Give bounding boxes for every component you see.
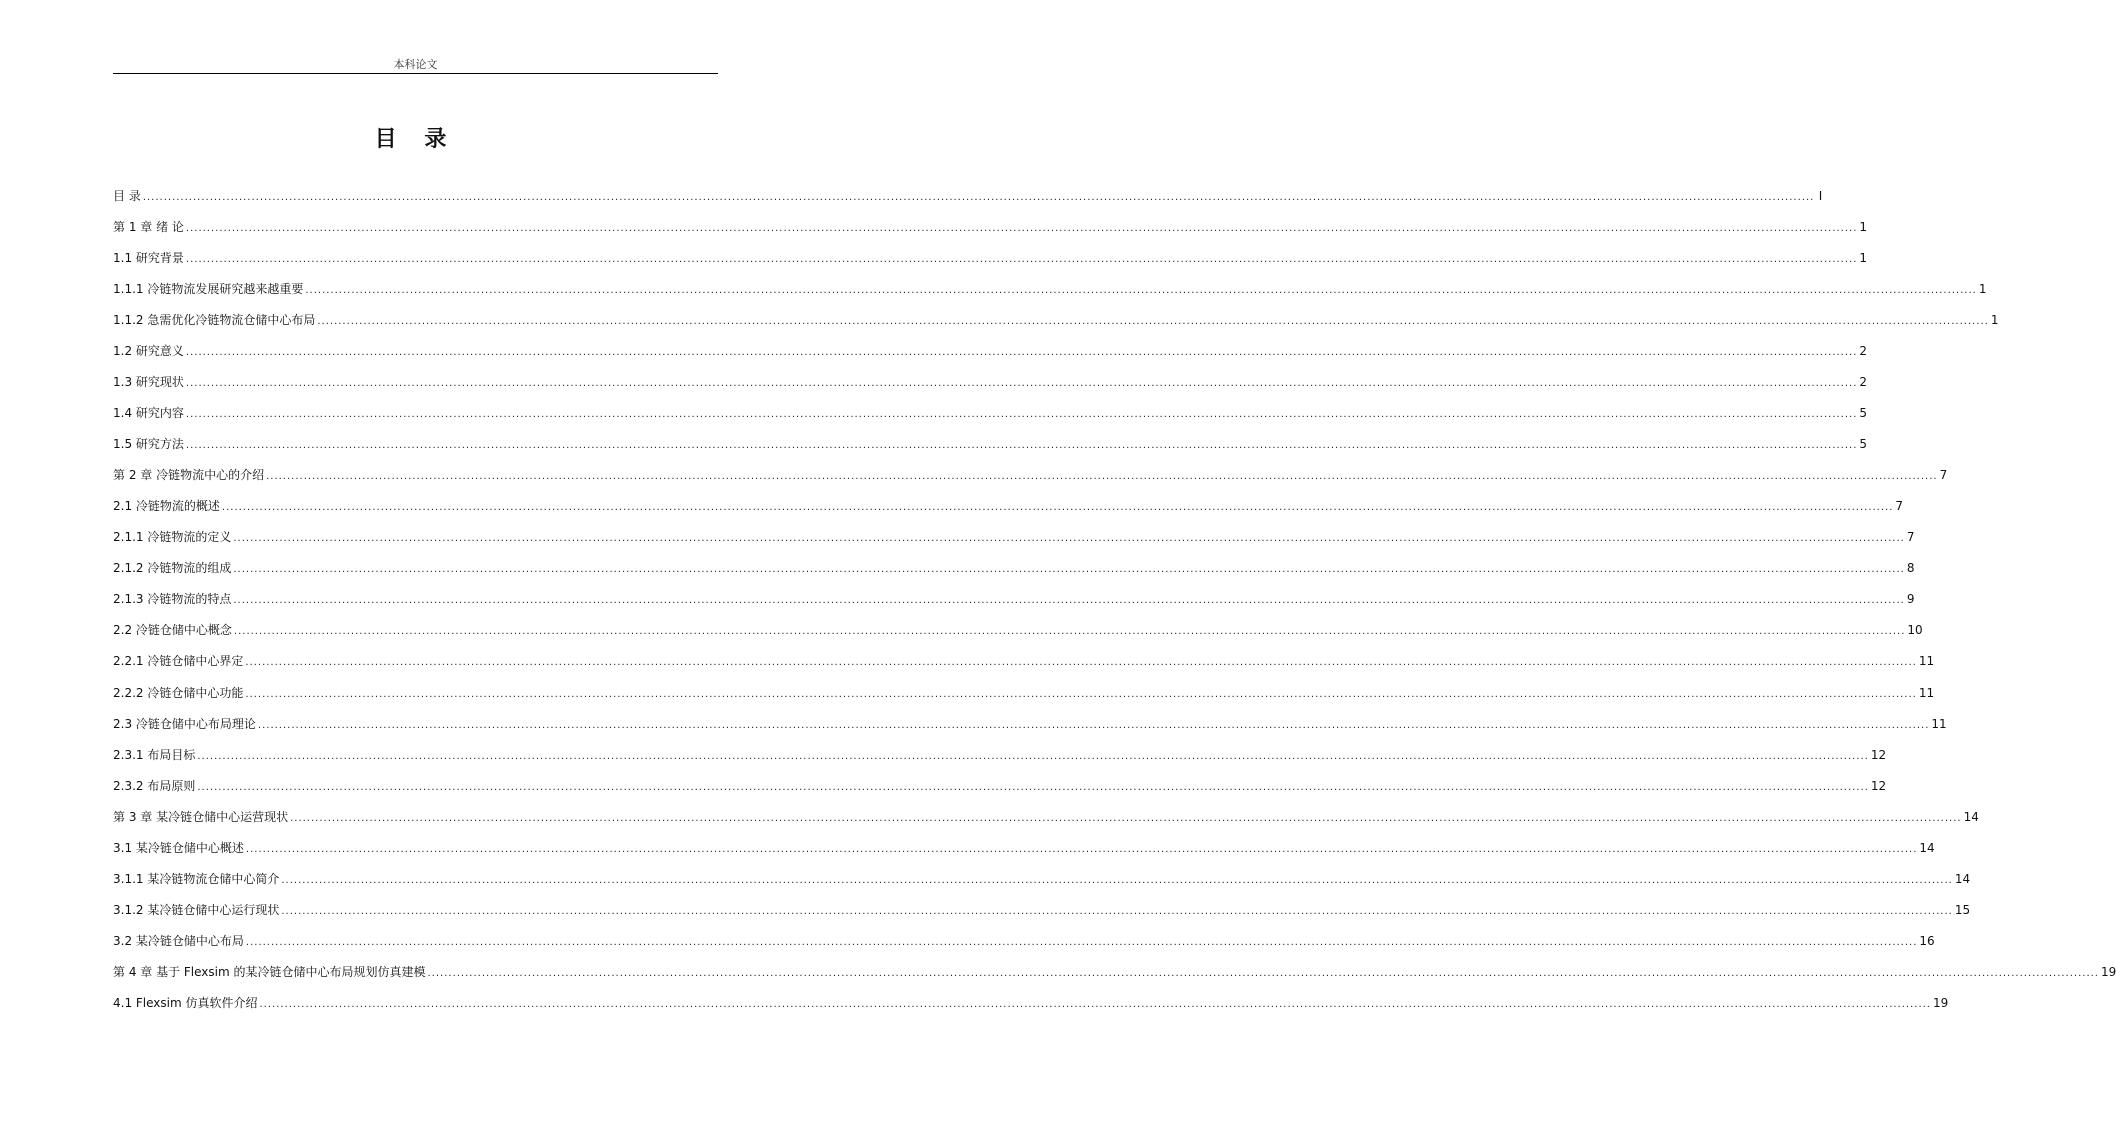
- toc-leader-dots: ................................................................................................................................................................................................................................................................................................................................................................................................................: [259, 998, 1931, 1010]
- toc-entry[interactable]: [113, 929, 1935, 960]
- toc-entry-page: 14: [1919, 840, 1935, 855]
- toc-entry[interactable]: [113, 681, 1935, 712]
- toc-entry[interactable]: [113, 618, 1923, 649]
- toc-entry-label: 2.2.2 冷链仓储中心功能: [113, 685, 244, 700]
- toc-entry[interactable]: [113, 898, 1971, 929]
- toc-entry-page: 1: [1859, 220, 1868, 235]
- toc-entry-label: 2.1.2 冷链物流的组成: [113, 561, 232, 576]
- toc-entry-page: 1: [1978, 282, 1987, 297]
- toc-leader-dots: ................................................................................................................................................................................................................................................................................................................................................................................................................: [427, 967, 2099, 979]
- toc-entry-page: 14: [1954, 871, 1971, 886]
- toc-entry-page: 2: [1859, 375, 1868, 390]
- toc-leader-dots: ................................................................................................................................................................................................................................................................................................................................................................................................................: [185, 347, 1858, 359]
- toc-entry[interactable]: [113, 867, 1971, 898]
- toc-entry-page: 12: [1870, 747, 1887, 762]
- toc-entry-label: 2.1.3 冷链物流的特点: [113, 592, 232, 607]
- toc-entry[interactable]: [113, 774, 1887, 805]
- toc-title: 目 录: [374, 127, 457, 152]
- toc-leader-dots: ................................................................................................................................................................................................................................................................................................................................................................................................................: [233, 564, 1905, 576]
- toc-leader-dots: ................................................................................................................................................................................................................................................................................................................................................................................................................: [197, 781, 1869, 793]
- toc-entry[interactable]: [113, 494, 1904, 525]
- toc-entry[interactable]: [113, 463, 1948, 494]
- toc-entry-page: 19: [2100, 964, 2116, 979]
- toc-leader-dots: ................................................................................................................................................................................................................................................................................................................................................................................................................: [305, 285, 1977, 297]
- toc-entry[interactable]: [113, 246, 1868, 277]
- toc-entry-page: 11: [1918, 654, 1935, 669]
- toc-entry-page: 2: [1859, 344, 1868, 359]
- toc-entry-label: 1.1 研究背景: [113, 251, 184, 266]
- toc-leader-dots: ................................................................................................................................................................................................................................................................................................................................................................................................................: [233, 533, 1905, 545]
- toc-entry-page: 11: [1918, 685, 1935, 700]
- toc-entry[interactable]: [113, 525, 1915, 556]
- toc-entry[interactable]: [113, 743, 1887, 774]
- toc-entry[interactable]: [113, 960, 2116, 991]
- toc-entry-label: 2.3.2 布局原则: [113, 778, 196, 793]
- toc-leader-dots: ................................................................................................................................................................................................................................................................................................................................................................................................................: [233, 626, 1906, 638]
- toc-entry[interactable]: [113, 991, 1949, 1022]
- toc-entry-page: 11: [1931, 716, 1947, 731]
- toc-entry-page: 9: [1906, 592, 1915, 607]
- toc-entry-label: 1.3 研究现状: [113, 375, 184, 390]
- toc-entry-label: 第 1 章 绪 论: [113, 220, 184, 235]
- toc-entry-page: I: [1818, 189, 1823, 203]
- toc-entry-label: 3.2 某冷链仓储中心布局: [113, 933, 244, 948]
- toc-leader-dots: ................................................................................................................................................................................................................................................................................................................................................................................................................: [257, 719, 1930, 731]
- toc-leader-dots: ................................................................................................................................................................................................................................................................................................................................................................................................................: [245, 843, 1918, 855]
- toc-entry[interactable]: [113, 370, 1868, 401]
- toc-entry-label: 2.1.1 冷链物流的定义: [113, 530, 232, 545]
- toc-leader-dots: ................................................................................................................................................................................................................................................................................................................................................................................................................: [245, 657, 1917, 669]
- toc-entry[interactable]: [113, 805, 1979, 836]
- toc-leader-dots: ................................................................................................................................................................................................................................................................................................................................................................................................................: [245, 688, 1917, 700]
- toc-entry[interactable]: [113, 712, 1947, 743]
- toc-entry-label: 2.3 冷链仓储中心布局理论: [113, 716, 256, 731]
- toc-leader-dots: ................................................................................................................................................................................................................................................................................................................................................................................................................: [185, 409, 1858, 421]
- toc-leader-dots: ................................................................................................................................................................................................................................................................................................................................................................................................................: [197, 750, 1869, 762]
- toc-entry[interactable]: [113, 432, 1868, 463]
- toc-leader-dots: ................................................................................................................................................................................................................................................................................................................................................................................................................: [281, 874, 1953, 886]
- toc-entry-label: 3.1 某冷链仓储中心概述: [113, 840, 244, 855]
- toc-entry[interactable]: [113, 339, 1868, 370]
- toc-entry-label: 1.5 研究方法: [113, 437, 184, 452]
- toc-entry-page: 15: [1954, 902, 1971, 917]
- toc-entry[interactable]: [113, 215, 1868, 246]
- toc-entry-page: 7: [1939, 468, 1948, 483]
- toc-entry[interactable]: [113, 836, 1935, 867]
- toc-entry[interactable]: [113, 277, 1987, 308]
- toc-leader-dots: ................................................................................................................................................................................................................................................................................................................................................................................................................: [185, 254, 1858, 266]
- toc-entry-label: 1.1.2 急需优化冷链物流仓储中心布局: [113, 313, 316, 328]
- toc-entry-page: 1: [1990, 313, 1999, 328]
- toc-entry-label: 第 3 章 某冷链仓储中心运营现状: [113, 809, 289, 824]
- toc-entry-label: 2.3.1 布局目标: [113, 747, 196, 762]
- toc-entry-page: 10: [1907, 623, 1923, 638]
- toc-leader-dots: ................................................................................................................................................................................................................................................................................................................................................................................................................: [290, 812, 1962, 824]
- toc-entry-label: 1.1.1 冷链物流发展研究越来越重要: [113, 282, 304, 297]
- toc-leader-dots: ................................................................................................................................................................................................................................................................................................................................................................................................................: [221, 502, 1894, 514]
- toc-entry-page: 7: [1906, 530, 1915, 545]
- toc-entry[interactable]: [113, 649, 1935, 680]
- toc-entry-label: 目 录: [113, 189, 141, 203]
- toc-entry-page: 8: [1906, 561, 1915, 576]
- toc-leader-dots: ................................................................................................................................................................................................................................................................................................................................................................................................................: [233, 595, 1905, 607]
- toc-leader-dots: ................................................................................................................................................................................................................................................................................................................................................................................................................: [142, 192, 1815, 203]
- toc-entry-page: 16: [1919, 933, 1935, 948]
- toc-entry[interactable]: [113, 184, 1823, 215]
- toc-entry-page: 5: [1859, 406, 1868, 421]
- toc-leader-dots: ................................................................................................................................................................................................................................................................................................................................................................................................................: [185, 440, 1858, 452]
- toc-leader-dots: ................................................................................................................................................................................................................................................................................................................................................................................................................: [266, 471, 1938, 483]
- header-rule: [113, 73, 718, 74]
- toc-entry[interactable]: [113, 556, 1915, 587]
- toc-entry-page: 7: [1895, 499, 1904, 514]
- table-of-contents: [113, 184, 2116, 1022]
- toc-leader-dots: ................................................................................................................................................................................................................................................................................................................................................................................................................: [185, 378, 1858, 390]
- toc-entry-label: 3.1.1 某冷链物流仓储中心简介: [113, 871, 280, 886]
- toc-entry-label: 2.2.1 冷链仓储中心界定: [113, 654, 244, 669]
- toc-leader-dots: ................................................................................................................................................................................................................................................................................................................................................................................................................: [317, 316, 1989, 328]
- toc-entry-label: 1.4 研究内容: [113, 406, 184, 421]
- toc-entry-label: 2.1 冷链物流的概述: [113, 499, 220, 514]
- toc-entry-label: 2.2 冷链仓储中心概念: [113, 623, 232, 638]
- toc-entry[interactable]: [113, 308, 1999, 339]
- toc-entry-page: 1: [1859, 251, 1868, 266]
- toc-entry-label: 4.1 Flexsim 仿真软件介绍: [113, 995, 258, 1010]
- toc-entry-page: 19: [1932, 995, 1949, 1010]
- toc-entry-label: 1.2 研究意义: [113, 344, 184, 359]
- toc-entry-page: 12: [1870, 778, 1887, 793]
- toc-entry-label: 第 2 章 冷链物流中心的介绍: [113, 468, 265, 483]
- page-header: 本科论文: [393, 58, 438, 71]
- toc-leader-dots: ................................................................................................................................................................................................................................................................................................................................................................................................................: [245, 936, 1918, 948]
- toc-leader-dots: ................................................................................................................................................................................................................................................................................................................................................................................................................: [185, 223, 1858, 235]
- toc-entry-label: 3.1.2 某冷链仓储中心运行现状: [113, 902, 280, 917]
- toc-entry-page: 14: [1963, 809, 1979, 824]
- toc-leader-dots: ................................................................................................................................................................................................................................................................................................................................................................................................................: [281, 905, 1953, 917]
- toc-entry-page: 5: [1859, 437, 1868, 452]
- toc-entry[interactable]: [113, 401, 1868, 432]
- toc-entry[interactable]: [113, 587, 1915, 618]
- toc-entry-label: 第 4 章 基于 Flexsim 的某冷链仓储中心布局规划仿真建模: [113, 964, 426, 979]
